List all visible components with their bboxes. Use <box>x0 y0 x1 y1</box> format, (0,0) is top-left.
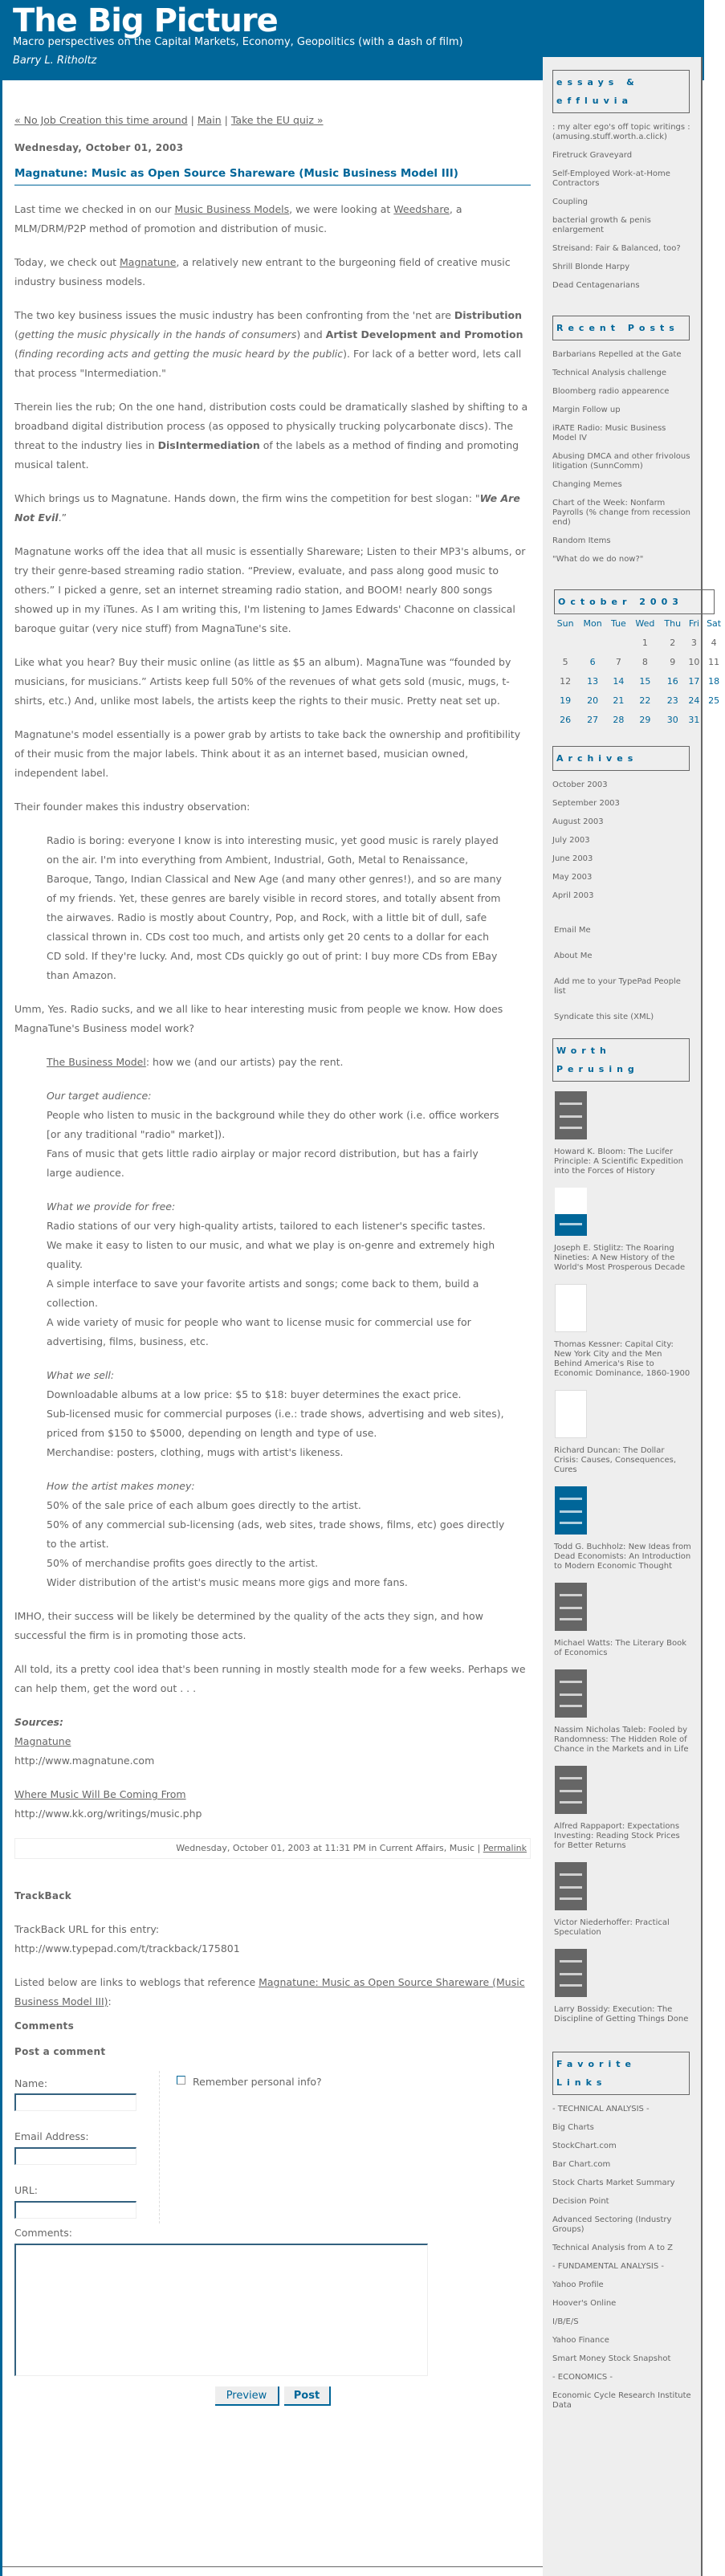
text: 50% of the sale price of each album goes directly to the artist. <box>47 1499 361 1511</box>
book-link[interactable]: Alfred Rappaport: Expectations Investing: Reading Stock Prices for Better Returns <box>554 1822 680 1850</box>
calendar-empty <box>607 634 630 653</box>
calendar-day: 10 <box>688 657 700 667</box>
calendar-week <box>552 634 725 653</box>
calendar-day[interactable]: 22 <box>639 695 651 706</box>
book-link[interactable]: Victor Niederhoffer: Practical Speculation <box>554 1918 670 1937</box>
favorite-link-item <box>552 2142 691 2151</box>
book-link[interactable]: Richard Duncan: The Dollar Crisis: Causes, Consequences, Cures <box>554 1446 677 1474</box>
calendar-day[interactable]: 28 <box>613 715 625 725</box>
blockquote <box>47 1197 507 1351</box>
favorite-link-item <box>552 2262 691 2272</box>
calendar-day[interactable]: 6 <box>589 657 596 667</box>
recent-post-item <box>552 424 691 443</box>
site-title[interactable]: The Big Picture <box>13 2 278 39</box>
text: , a relatively new entrant to the burgeoning field of creative music industry business models. <box>14 256 511 287</box>
text: : how we (and our artists) pay the rent. <box>145 1056 344 1068</box>
emphasis-text: Sources: <box>14 1716 63 1728</box>
recent-post-item-link[interactable]: Changing Memes <box>552 480 622 489</box>
calendar-week <box>552 672 725 691</box>
book-link[interactable]: Michael Watts: The Literary Book of Economics <box>554 1639 686 1657</box>
calendar-day: 3 <box>690 638 697 648</box>
blockquote <box>47 831 507 985</box>
favorite-link-item-link[interactable]: Technical Analysis from A to Z <box>552 2244 674 2252</box>
nav-separator: | <box>187 114 198 126</box>
favorite-link-item-link[interactable]: Decision Point <box>552 2197 609 2206</box>
calendar-day[interactable]: 16 <box>666 676 678 687</box>
calendar-day[interactable]: 27 <box>587 715 599 725</box>
archive-item <box>552 799 691 809</box>
favorite-link-item-link[interactable]: Hoover's Online <box>552 2299 617 2308</box>
calendar-day[interactable]: 15 <box>639 676 651 687</box>
favorite-links-list <box>552 2105 691 2411</box>
archive-item-link[interactable]: July 2003 <box>552 836 590 845</box>
misc-item-link[interactable]: Add me to your TypePad People list <box>554 977 681 996</box>
next-post-link[interactable]: Take the EU quiz » <box>230 114 324 126</box>
book-cover-image[interactable] <box>555 1766 587 1814</box>
favorite-link-item-link[interactable]: Advanced Sectoring (Industry Groups) <box>552 2215 672 2234</box>
calendar-day[interactable]: 30 <box>666 715 678 725</box>
essays-heading: essays & effluvia <box>552 70 690 113</box>
book-item <box>554 1188 691 1273</box>
footer-divider <box>2 2566 544 2567</box>
archive-item <box>552 817 691 827</box>
paragraph <box>14 306 531 383</box>
favorite-link-item-link[interactable]: Smart Money Stock Snapshot <box>552 2354 671 2363</box>
book-cover-image[interactable] <box>555 1583 587 1631</box>
book-cover-image[interactable] <box>555 1390 587 1438</box>
sidebar <box>543 57 722 2576</box>
calendar-day: 4 <box>711 638 717 648</box>
book-item <box>554 1390 691 1475</box>
essay-item <box>552 151 691 161</box>
calendar-week <box>552 711 725 730</box>
comment-form <box>14 2071 531 2424</box>
archive-item <box>552 891 691 901</box>
essay-item-link[interactable]: Coupling <box>552 198 589 206</box>
text: 50% of any commercial sub-licensing (ads, web sites, trade shows, films, etc) goes directly to the artist. <box>47 1518 505 1550</box>
post-date: Wednesday, October 01, 2003 <box>14 142 184 153</box>
site-tagline: Macro perspectives on the Capital Markets, Economy, Geopolitics (with a dash of film) <box>13 36 463 48</box>
essays-list <box>552 123 691 291</box>
book-item <box>554 1862 691 1938</box>
archive-item <box>552 854 691 864</box>
text: ) and <box>296 328 326 340</box>
favorite-link-item <box>552 2317 691 2327</box>
archive-item <box>552 873 691 882</box>
favorite-link-item-link[interactable]: Yahoo Finance <box>552 2336 609 2345</box>
text: Fans of music that gets little radio airplay or major record distribution, but has a fairly large audience. <box>47 1147 479 1179</box>
book-list <box>552 1091 691 2024</box>
text: , we were looking at <box>289 203 394 215</box>
calendar-weekday: Tue <box>611 618 626 629</box>
calendar-day[interactable]: 24 <box>688 695 700 706</box>
post-navigation <box>14 111 531 130</box>
recent-post-item-link[interactable]: Bloomberg radio appearence <box>552 387 670 396</box>
archive-item-link[interactable]: May 2003 <box>552 873 593 882</box>
calendar-day[interactable]: 21 <box>613 695 625 706</box>
misc-item-link[interactable]: Syndicate this site (XML) <box>554 1013 654 1021</box>
post-button[interactable]: Post <box>284 2386 331 2406</box>
essay-item-link[interactable]: Dead Centagenarians <box>552 281 640 290</box>
essay-item-link[interactable]: Firetruck Graveyard <box>552 151 633 160</box>
post-comment-heading: Post a comment <box>14 2046 106 2057</box>
favorite-link-item-link[interactable]: I/B/E/S <box>552 2317 579 2326</box>
url-input[interactable] <box>14 2201 136 2219</box>
calendar-empty <box>578 634 607 653</box>
text: ). For lack of a better word, lets call that process "Intermediation." <box>14 348 522 379</box>
paragraph <box>14 489 531 528</box>
essay-item <box>552 169 691 189</box>
remember-label: Remember personal info? <box>193 2076 322 2088</box>
prev-post-link[interactable]: « No Job Creation this time around <box>14 114 188 126</box>
calendar-day: 7 <box>615 657 621 667</box>
favorite-link-item-link[interactable]: Yahoo Profile <box>552 2280 604 2289</box>
post-footer <box>14 1838 531 1859</box>
favorite-link-item <box>552 2179 691 2188</box>
paragraph <box>14 797 531 817</box>
calendar-day: 11 <box>708 657 720 667</box>
trackback-url-block <box>14 1920 531 1958</box>
misc-item-link[interactable]: About Me <box>554 952 593 960</box>
recent-post-item <box>552 480 691 490</box>
text: of the labels as a method of finding and promoting musical talent. <box>14 439 519 471</box>
calendar-weekday: Wed <box>635 618 655 629</box>
main-content <box>2 80 543 2424</box>
text: Magnatune works off the idea that all music is essentially Shareware; Listen to their MP3's albums, or try their genre-based streaming radio station. “Preview, evaluate, and pass along good music to others.” I picked a genre, set an internet streaming radio station, and BOOM! nearly 800 songs showed up in my iTunes. As I am writing this, I'm listening to James Edwards' Chaconne on classical baroque guitar (very nice stuff) from MagnaTune's site. <box>14 545 526 634</box>
paragraph <box>14 1000 531 1038</box>
archive-item <box>552 781 691 790</box>
calendar-weekday: Mon <box>583 618 602 629</box>
post-title: Magnatune: Music as Open Source Shareware (Music Business Model III) <box>14 164 531 185</box>
emphasis-text: We Are Not Evil <box>14 492 520 524</box>
text: People who listen to music in the background while they do other work (i.e. office workers [or any traditional "radio" market]). <box>47 1109 499 1140</box>
emphasis-text: Our target audience: <box>47 1090 152 1102</box>
favorite-link-item-link[interactable]: - ECONOMICS - <box>552 2373 613 2382</box>
calendar-day[interactable]: 25 <box>708 695 720 706</box>
emphasis-text: What we sell: <box>47 1369 115 1381</box>
paragraph <box>14 397 531 475</box>
comments-textarea[interactable] <box>14 2244 428 2376</box>
paragraph <box>14 1607 531 1645</box>
inline-link[interactable]: Where Music Will Be Coming From <box>14 1788 186 1800</box>
calendar-day[interactable]: 20 <box>587 695 599 706</box>
inline-link[interactable]: Music Business Models <box>174 203 290 215</box>
calendar-day[interactable]: 14 <box>613 676 625 687</box>
site-author: Barry L. Ritholtz <box>13 55 97 67</box>
archives-list <box>552 781 691 901</box>
favorite-link-item <box>552 2391 691 2411</box>
misc-item <box>554 977 691 997</box>
blockquote <box>47 1366 507 1462</box>
recent-posts-list <box>552 350 691 565</box>
calendar-day[interactable]: 26 <box>560 715 572 725</box>
form-divider <box>159 2071 160 2223</box>
calendar-weekday: Sun <box>556 618 574 629</box>
post-body <box>14 200 531 1824</box>
emphasis-text: getting the music physically in the hands of consumers <box>18 328 297 340</box>
essay-item-link[interactable]: bacterial growth & penis enlargement <box>552 216 651 234</box>
calendar-weekday: Thu <box>664 618 682 629</box>
essay-item <box>552 216 691 235</box>
text: http://www.magnatune.com <box>14 1755 155 1767</box>
paragraph <box>14 200 531 238</box>
trackback-listed-text: Listed below are links to weblogs that reference <box>14 1976 259 1988</box>
book-item <box>554 1766 691 1851</box>
essay-item <box>552 281 691 291</box>
text: Therein lies the rub; On the one hand, distribution costs could be dramatically slashed by shifting to a broadband digital distribution process (as opposed to physically trucking polycarbonate discs). The threat to the industry lies in <box>14 401 528 451</box>
calendar-day[interactable]: 23 <box>666 695 678 706</box>
email-label: Email Address: <box>14 2130 89 2142</box>
text: Sub-licensed music for commercial purposes (i.e.: trade shows, advertising and web sites), priced from $150 to $5000, depending on length and type of use. <box>47 1408 504 1439</box>
calendar-day[interactable]: 29 <box>639 715 651 725</box>
inline-link[interactable]: Weedshare <box>393 203 450 215</box>
misc-links <box>552 926 691 1022</box>
inline-link[interactable]: The Business Model <box>47 1056 146 1068</box>
book-cover-image[interactable] <box>555 1669 587 1718</box>
calendar-day: 9 <box>670 657 676 667</box>
recent-post-item-link[interactable]: Chart of the Week: Nonfarm Payrolls (% change from recession end) <box>552 499 690 527</box>
book-item <box>554 1091 691 1176</box>
book-link[interactable]: Thomas Kessner: Capital City: New York City and the Men Behind America's Rise to Economic Dominance, 1860-1900 <box>554 1340 690 1378</box>
book-cover-image[interactable] <box>555 1862 587 1910</box>
archive-item-link[interactable]: October 2003 <box>552 781 608 789</box>
book-link[interactable]: Todd G. Buchholz: New Ideas from Dead Economists: An Introduction to Modern Economic Thought <box>554 1543 691 1571</box>
paragraph <box>14 542 531 638</box>
favorite-links-heading: Favorite Links <box>552 2052 690 2095</box>
calendar-day: 2 <box>670 638 676 648</box>
text: .” <box>58 512 67 524</box>
recent-post-item <box>552 536 691 546</box>
text: Their founder makes this industry observation: <box>14 801 250 813</box>
essay-item <box>552 263 691 272</box>
nav-separator: | <box>221 114 231 126</box>
favorite-link-item <box>552 2105 691 2114</box>
favorite-link-item <box>552 2280 691 2290</box>
favorite-link-item-link[interactable]: - TECHNICAL ANALYSIS - <box>552 2105 650 2113</box>
recent-post-item <box>552 406 691 415</box>
emphasis-text: Artist Development and Promotion <box>325 328 523 340</box>
favorite-link-item <box>552 2244 691 2253</box>
essay-item-link[interactable]: Streisand: Fair & Balanced, too? <box>552 244 681 253</box>
recent-post-item-link[interactable]: Random Items <box>552 536 611 545</box>
text: ( <box>14 348 18 360</box>
text: Like what you hear? Buy their music online (as little as $5 an album). MagnaTune was “founded by musicians, for musicians.” Artists keep full 50% of the revenues of what gets sold (music, mugs, t-shirts, etc.) And, unlike most labels, the artists keep the rights to their music. Pretty neat set up. <box>14 656 511 707</box>
emphasis-text: Distribution <box>454 309 523 321</box>
main-link[interactable]: Main <box>197 114 222 126</box>
favorite-link-item <box>552 2336 691 2346</box>
recent-post-item <box>552 350 691 360</box>
trackback-post-link[interactable]: Magnatune: Music as Open Source Shareware (Music Business Model III) <box>14 1976 525 2007</box>
text: The two key business issues the music industry has been confronting from the 'net are <box>14 309 454 321</box>
essay-item <box>552 198 691 207</box>
favorite-link-item-link[interactable]: Big Charts <box>552 2123 594 2132</box>
essay-item <box>552 123 691 142</box>
favorite-link-item <box>552 2197 691 2207</box>
book-cover-image[interactable] <box>555 1486 587 1535</box>
favorite-link-item <box>552 2373 691 2382</box>
trackback-listed-end: : <box>108 1995 112 2007</box>
paragraph <box>14 725 531 783</box>
paragraph <box>14 653 531 711</box>
favorite-link-item-link[interactable]: Bar Chart.com <box>552 2160 611 2169</box>
calendar-empty <box>552 634 578 653</box>
archive-item <box>552 836 691 846</box>
book-link[interactable]: Howard K. Bloom: The Lucifer Principle: A Scientific Expedition into the Forces of History <box>554 1147 684 1176</box>
text: Which brings us to Magnatune. Hands down, the firm wins the competition for best slogan: " <box>14 492 480 504</box>
text: , a MLM/DRM/P2P method of promotion and distribution of music. <box>14 203 462 234</box>
favorite-link-item <box>552 2160 691 2170</box>
favorite-link-item-link[interactable]: - FUNDAMENTAL ANALYSIS - <box>552 2262 664 2271</box>
book-cover-image[interactable] <box>555 1949 587 1997</box>
favorite-link-item <box>552 2215 691 2235</box>
book-cover-image[interactable] <box>555 1091 587 1139</box>
calendar-day[interactable]: 18 <box>708 676 720 687</box>
calendar-day: 1 <box>642 638 648 648</box>
url-label: URL: <box>14 2184 39 2196</box>
recent-post-item <box>552 369 691 378</box>
trackback-url[interactable]: http://www.typepad.com/t/trackback/175801 <box>14 1942 240 1954</box>
favorite-link-item <box>552 2354 691 2364</box>
paragraph <box>14 253 531 291</box>
recent-post-item-link[interactable]: Abusing DMCA and other frivolous litigation (SunnComm) <box>552 452 690 471</box>
calendar-day[interactable]: 17 <box>688 676 700 687</box>
misc-item-link[interactable]: Email Me <box>554 926 591 935</box>
paragraph <box>14 1713 531 1771</box>
emphasis-text: finding recording acts and getting the music heard by the public <box>18 348 344 360</box>
essay-item-link[interactable]: Self-Employed Work-at-Home Contractors <box>552 169 670 188</box>
book-item <box>554 1583 691 1658</box>
text: Umm, Yes. Radio sucks, and we all like to hear interesting music from people we know. How does MagnaTune's Business model work? <box>14 1003 503 1034</box>
book-item <box>554 1949 691 2024</box>
book-item <box>554 1486 691 1571</box>
blockquote <box>47 1053 507 1072</box>
text: Today, we check out <box>14 256 120 268</box>
text: Merchandise: posters, clothing, mugs with artist's likeness. <box>47 1446 344 1458</box>
recent-post-item-link[interactable]: Barbarians Repelled at the Gate <box>552 350 682 359</box>
favorite-link-item <box>552 2123 691 2133</box>
trackback-heading: TrackBack <box>14 1890 72 1901</box>
emphasis-text: How the artist makes money: <box>47 1480 195 1492</box>
essay-item-link[interactable]: Shrill Blonde Harpy <box>552 263 630 271</box>
archive-item-link[interactable]: June 2003 <box>552 854 593 863</box>
recent-posts-heading: Recent Posts <box>552 316 690 340</box>
comments-heading: Comments <box>14 2020 75 2032</box>
misc-item <box>554 1013 691 1022</box>
archives-heading: Archives <box>552 746 690 771</box>
name-input[interactable] <box>14 2093 136 2111</box>
book-link[interactable]: Larry Bossidy: Execution: The Discipline of Getting Things Done <box>554 2005 689 2024</box>
inline-link[interactable]: Magnatune <box>120 256 177 268</box>
calendar-day[interactable]: 19 <box>560 695 572 706</box>
book-cover-image[interactable] <box>555 1188 587 1236</box>
recent-post-item-link[interactable]: iRATE Radio: Music Business Model IV <box>552 424 666 442</box>
book-cover-image[interactable] <box>555 1284 587 1332</box>
blockquote <box>47 1477 507 1592</box>
comments-label: Comments: <box>14 2227 72 2239</box>
recent-post-item <box>552 499 691 528</box>
book-link[interactable]: Joseph E. Stiglitz: The Roaring Nineties: A New History of the World's Most Prosperous Decade <box>554 1244 686 1272</box>
worth-perusing-heading: Worth Perusing <box>552 1038 690 1082</box>
posted-info: Wednesday, October 01, 2003 at 11:31 PM in Current Affairs, Music | <box>176 1843 483 1853</box>
misc-item <box>554 952 691 961</box>
calendar-day: 5 <box>562 657 568 667</box>
book-item <box>554 1284 691 1379</box>
text: IMHO, their success will be likely be determined by the quality of the acts they sign, and how successful the firm is in promoting those acts. <box>14 1610 483 1641</box>
calendar-day: 12 <box>560 676 572 687</box>
calendar <box>552 614 725 730</box>
calendar-week <box>552 691 725 711</box>
calendar-weekdays <box>552 614 725 634</box>
text: Downloadable albums at a low price: $5 to $18: buyer determines the exact price. <box>47 1388 462 1400</box>
recent-post-item <box>552 452 691 471</box>
recent-post-item <box>552 387 691 397</box>
text: Last time we checked in on our <box>14 203 175 215</box>
favorite-link-item-link[interactable]: StockChart.com <box>552 2142 617 2150</box>
paragraph <box>14 1660 531 1698</box>
text: Magnatune's model essentially is a power grab by artists to take back the ownership and profitibility of their music from the major labels. Think about it as an internet based, musician owned, independent label. <box>14 728 521 779</box>
misc-item <box>554 926 691 935</box>
book-item <box>554 1669 691 1755</box>
essay-item <box>552 244 691 254</box>
calendar-day[interactable]: 13 <box>587 676 599 687</box>
calendar-week <box>552 653 725 672</box>
book-link[interactable]: Nassim Nicholas Taleb: Fooled by Randomness: The Hidden Role of Chance in the Markets and in Life <box>554 1726 689 1754</box>
text: Radio stations of our very high-quality artists, tailored to each listener's specific tastes. <box>47 1220 486 1232</box>
emphasis-text: What we provide for free: <box>47 1200 176 1213</box>
essay-item-link[interactable]: : my alter ego's off topic writings : (amusing.stuff.worth.a.click) <box>552 123 690 141</box>
trackback-listing <box>14 1973 531 2011</box>
archive-item-link[interactable]: September 2003 <box>552 799 620 808</box>
preview-button[interactable]: Preview <box>215 2386 279 2406</box>
recent-post-item <box>552 555 691 565</box>
email-input[interactable] <box>14 2147 136 2165</box>
calendar-heading: October 2003 <box>554 589 715 614</box>
favorite-link-item <box>552 2299 691 2309</box>
blockquote <box>47 1086 507 1183</box>
text: http://www.kk.org/writings/music.php <box>14 1808 202 1820</box>
trackback-url-label: TrackBack URL for this entry: <box>14 1923 160 1935</box>
remember-checkbox[interactable] <box>177 2076 185 2085</box>
recent-post-item-link[interactable]: Technical Analysis challenge <box>552 369 666 377</box>
text: Wider distribution of the artist's music means more gigs and more fans. <box>47 1576 408 1588</box>
recent-post-item-link[interactable]: Margin Follow up <box>552 406 621 414</box>
favorite-link-item-link[interactable]: Stock Charts Market Summary <box>552 2179 675 2187</box>
emphasis-text: DisIntermediation <box>157 439 260 451</box>
calendar-day: 8 <box>642 657 648 667</box>
text: We make it easy to listen to our music, and what we play is on-genre and extremely high quality. <box>47 1239 495 1270</box>
calendar-day[interactable]: 31 <box>688 715 700 725</box>
text: A wide variety of music for people who want to license music for commercial use for advertising, films, business, etc. <box>47 1316 471 1347</box>
paragraph <box>14 1785 531 1824</box>
text: 50% of merchandise profits goes directly to the artist. <box>47 1557 319 1569</box>
archive-item-link[interactable]: August 2003 <box>552 817 604 826</box>
calendar-weekday: Fri <box>688 618 699 629</box>
calendar-empty <box>703 711 725 730</box>
permalink[interactable]: Permalink <box>483 1843 527 1853</box>
archive-item-link[interactable]: April 2003 <box>552 891 594 900</box>
calendar-weekday: Sat <box>707 618 722 629</box>
text: ( <box>14 328 18 340</box>
text: A simple interface to save your favorite artists and songs; come back to them, build a collection. <box>47 1278 479 1309</box>
recent-post-item-link[interactable]: "What do we do now?" <box>552 555 644 564</box>
name-label: Name: <box>14 2077 48 2089</box>
favorite-link-item-link[interactable]: Economic Cycle Research Institute Data <box>552 2391 691 2410</box>
text: All told, its a pretty cool idea that's been running in mostly stealth mode for a few weeks. Perhaps we can help them, get the word out . . . <box>14 1663 526 1694</box>
text: Radio is boring: everyone I know is into interesting music, yet good music is rarely played on the air. I'm into everything from Ambient, Industrial, Goth, Metal to Renaissance, Baroque, Tango, Indian Classical and New Age (and many other genres!), and so are many of my friends. Yet, these genres are barely visible in record stores, and totally absent from the airwaves. Radio is mostly about Country, Pop, and Rock, with a little bit of dull, safe classical thrown in. CDs cost too much, and artists only get 20 cents to a dollar for each CD sold. If they're lucky. And, most CDs quickly go out of print: I buy more CDs from EBay than Amazon. <box>47 834 502 981</box>
inline-link[interactable]: Magnatune <box>14 1735 71 1747</box>
